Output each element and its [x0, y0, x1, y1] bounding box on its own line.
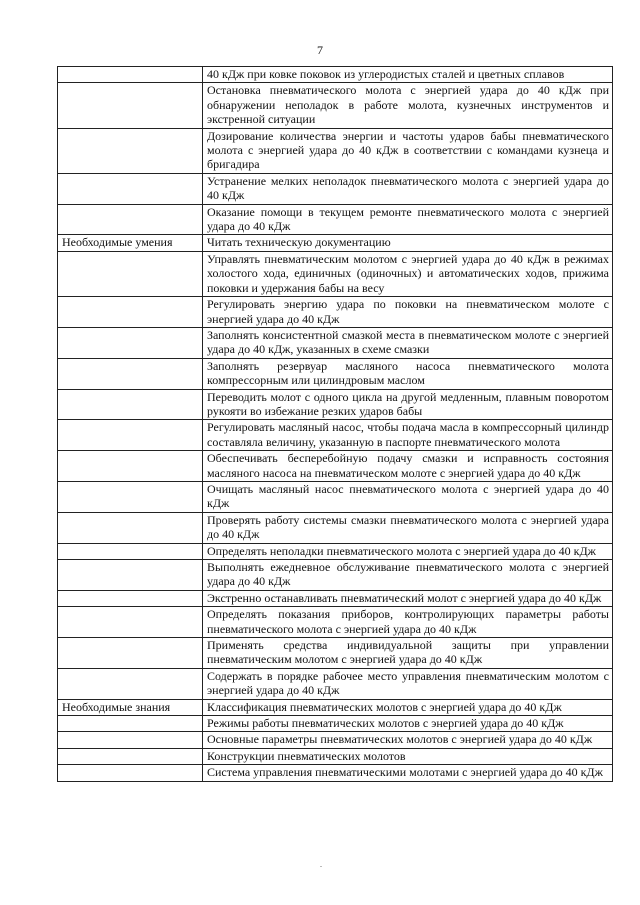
scan-speck: [320, 866, 322, 867]
skill-item: Проверять работу системы смазки пневматического молота с энергией удара до 40 кДж: [203, 512, 613, 543]
skill-item: Определять показания приборов, контролирующих параметры работы пневматического молота с энергией удара до 40 кДж: [203, 607, 613, 638]
labor-action-item: 40 кДж при ковке поковок из углеродистых сталей и цветных сплавов: [203, 67, 613, 83]
competency-table: [57, 66, 613, 782]
skill-item: Очищать масляный насос пневматического молота с энергией удара до 40 кДж: [203, 481, 613, 512]
table-row: [58, 716, 613, 732]
table-row: [58, 512, 613, 543]
labor-action-item: Устранение мелких неполадок пневматического молота с энергией удара до 40 кДж: [203, 173, 613, 204]
table-row: [58, 358, 613, 389]
skill-item: Заполнять резервуар масляного насоса пневматического молота компрессорным или цилиндровым маслом: [203, 358, 613, 389]
table-row: [58, 732, 613, 748]
skill-item: Обеспечивать бесперебойную подачу смазки и исправность состояния масляного насоса на пневматическом молоте с энергией удара до 40 кДж: [203, 451, 613, 482]
skill-item: Экстренно останавливать пневматический молот с энергией удара до 40 кДж: [203, 590, 613, 606]
table-row: [58, 327, 613, 358]
skill-item: Регулировать энергию удара по поковки на пневматическом молоте с энергией удара до 40 кДж: [203, 297, 613, 328]
table-row: [58, 67, 613, 83]
knowledge-label: Необходимые знания: [58, 699, 203, 715]
skill-item: Заполнять консистентной смазкой места в пневматическом молоте с энергией удара до 40 кДж, указанных в схеме смазки: [203, 327, 613, 358]
skills-label: Необходимые умения: [58, 235, 203, 251]
skill-item: Переводить молот с одного цикла на другой медленным, плавным поворотом рукояти во избежание резких ударов бабы: [203, 389, 613, 420]
table-row: [58, 173, 613, 204]
skill-item: Определять неполадки пневматического молота с энергией удара до 40 кДж: [203, 543, 613, 559]
table-row: [58, 251, 613, 296]
table-row: [58, 543, 613, 559]
table-row: [58, 235, 613, 251]
table-row: [58, 204, 613, 235]
knowledge-item: Основные параметры пневматических молотов с энергией удара до 40 кДж: [203, 732, 613, 748]
knowledge-item: Конструкции пневматических молотов: [203, 748, 613, 764]
table-row: [58, 451, 613, 482]
skill-item: Читать техническую документацию: [203, 235, 613, 251]
table-row: [58, 420, 613, 451]
labor-action-item: Оказание помощи в текущем ремонте пневматического молота с энергией удара до 40 кДж: [203, 204, 613, 235]
table-row: [58, 128, 613, 173]
table-row: [58, 389, 613, 420]
table-row: [58, 699, 613, 715]
labor-action-item: Дозирование количества энергии и частоты ударов бабы пневматического молота с энергией удара до 40 кДж в соответствии с командами кузнеца и бригадира: [203, 128, 613, 173]
table-row: [58, 607, 613, 638]
page-number: 7: [317, 43, 323, 57]
skill-item: Управлять пневматическим молотом с энергией удара до 40 кДж в режимах холостого хода, единичных (одиночных) и автоматических ходов, прижима поковки и удержания бабы на весу: [203, 251, 613, 296]
knowledge-item: Классификация пневматических молотов с энергией удара до 40 кДж: [203, 699, 613, 715]
skill-item: Применять средства индивидуальной защиты при управлении пневматическим молотом с энергией удара до 40 кДж: [203, 638, 613, 669]
knowledge-item: Режимы работы пневматических молотов с энергией удара до 40 кДж: [203, 716, 613, 732]
table-row: [58, 590, 613, 606]
table-row: [58, 83, 613, 128]
knowledge-item: Система управления пневматическими молотами с энергией удара до 40 кДж: [203, 765, 613, 781]
labor-actions-label-cell: [58, 67, 203, 83]
table-row: [58, 638, 613, 669]
table-row: [58, 481, 613, 512]
labor-action-item: Остановка пневматического молота с энергией удара до 40 кДж при обнаружении неполадок в работе молота, кузнечных инструментов и экстренной ситуации: [203, 83, 613, 128]
skill-item: Выполнять ежедневное обслуживание пневматического молота с энергией удара до 40 кДж: [203, 560, 613, 591]
table-row: [58, 765, 613, 781]
table-row: [58, 748, 613, 764]
table-row: [58, 668, 613, 699]
table-row: [58, 560, 613, 591]
skill-item: Содержать в порядке рабочее место управления пневматическим молотом с энергией удара до 40 кДж: [203, 668, 613, 699]
table-row: [58, 297, 613, 328]
skill-item: Регулировать масляный насос, чтобы подача масла в компрессорный цилиндр составляла величину, указанную в паспорте пневматического молота: [203, 420, 613, 451]
